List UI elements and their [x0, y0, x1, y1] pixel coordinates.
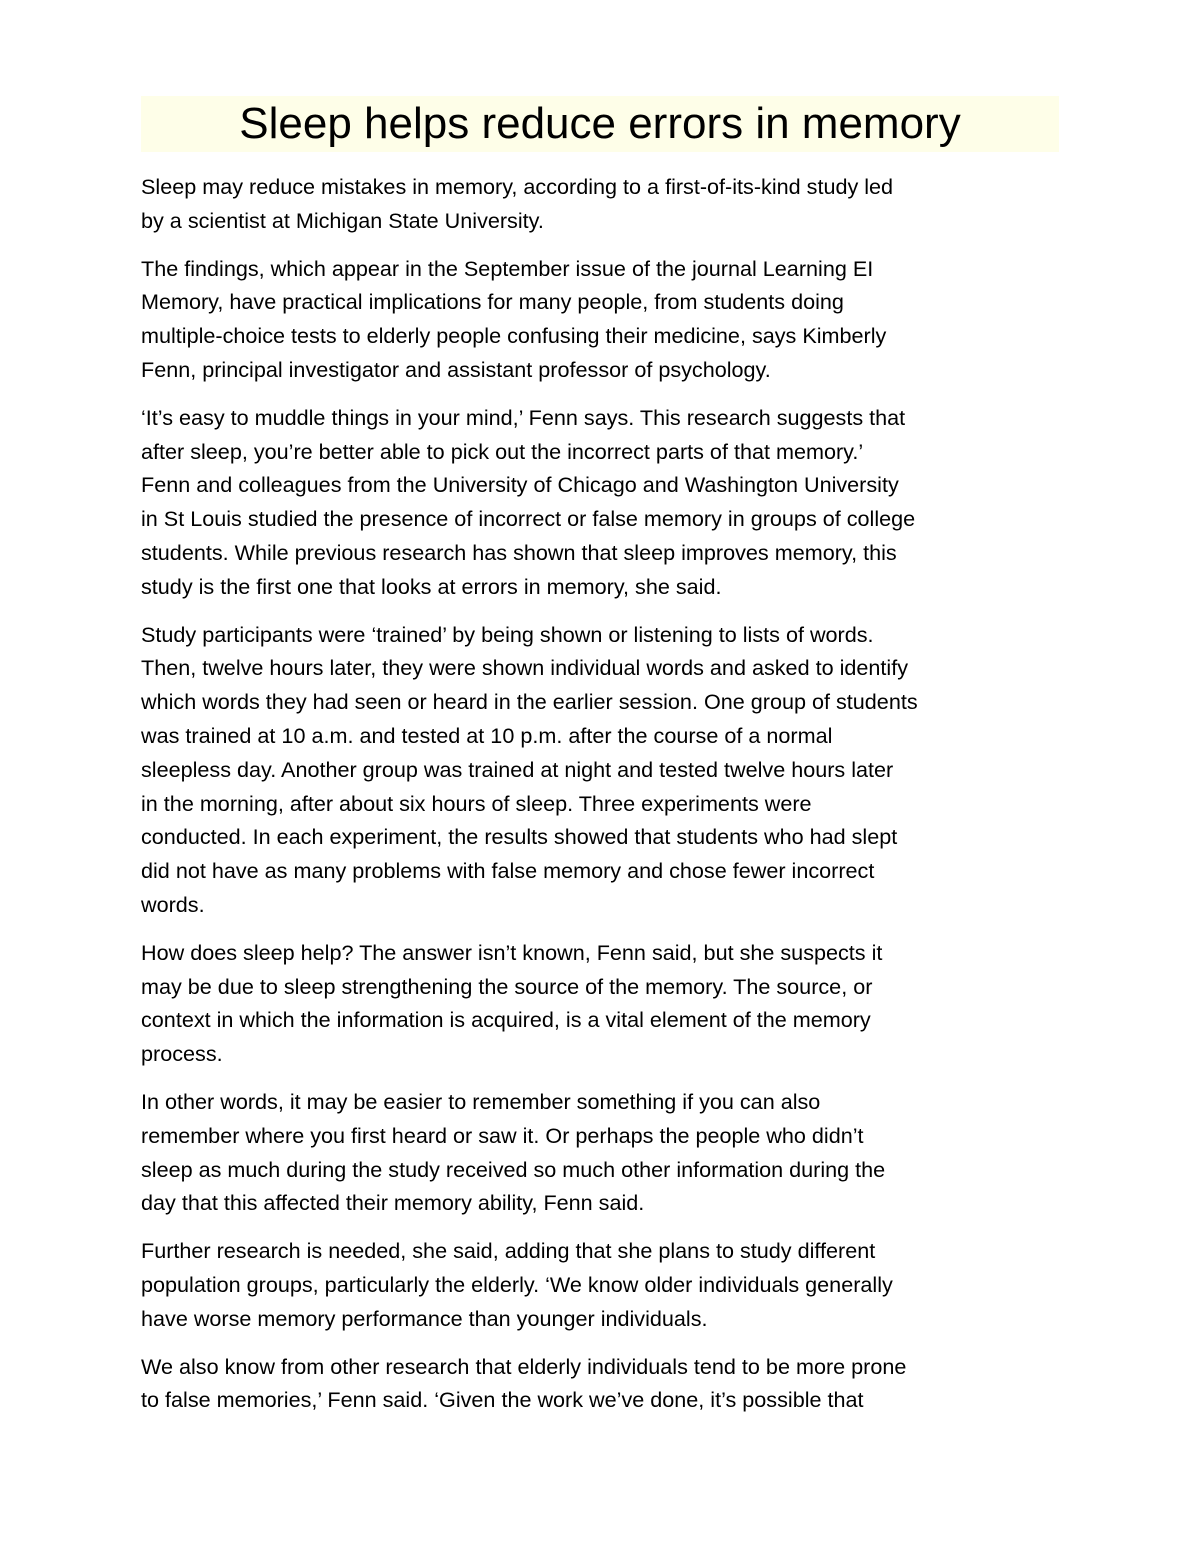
text-line: context in which the information is acquired, is a vital element of the memory — [141, 1007, 871, 1033]
text-line: process. — [141, 1041, 223, 1067]
text-line: Then, twelve hours later, they were shown individual words and asked to identify — [141, 655, 908, 681]
text-line: conducted. In each experiment, the results showed that students who had slept — [141, 824, 898, 850]
text-line: students. While previous research has shown that sleep improves memory, this — [141, 539, 897, 565]
title-banner — [141, 96, 1059, 152]
text-line: ‘It’s easy to muddle things in your mind,’ Fenn says. This research suggests that — [141, 404, 906, 430]
text-line: by a scientist at Michigan State University. — [141, 207, 544, 233]
paragraph-8 — [141, 1350, 1059, 1418]
text-line: was trained at 10 a.m. and tested at 10 p.m. after the course of a normal — [141, 722, 833, 748]
paragraph-3 — [141, 401, 1059, 604]
document-title: Sleep helps reduce errors in memory — [239, 99, 961, 148]
text-line: after sleep, you’re better able to pick out the incorrect parts of that memory.’ — [141, 438, 864, 464]
text-line: remember where you first heard or saw it. Or perhaps the people who didn’t — [141, 1122, 864, 1148]
text-line: population groups, particularly the elderly. ‘We know older individuals generally — [141, 1271, 893, 1297]
text-line: We also know from other research that elderly individuals tend to be more prone — [141, 1353, 907, 1379]
text-line: Study participants were ‘trained’ by being shown or listening to lists of words. — [141, 621, 874, 647]
paragraph-5 — [141, 936, 1059, 1071]
text-line: in the morning, after about six hours of sleep. Three experiments were — [141, 790, 812, 816]
text-line: Fenn, principal investigator and assistant professor of psychology. — [141, 356, 771, 382]
text-line: to false memories,’ Fenn said. ‘Given the work we’ve done, it’s possible that — [141, 1387, 864, 1413]
text-line: The findings, which appear in the September issue of the journal Learning EI — [141, 255, 874, 281]
text-line: in St Louis studied the presence of incorrect or false memory in groups of college — [141, 506, 916, 532]
text-line: day that this affected their memory ability, Fenn said. — [141, 1190, 645, 1216]
paragraph-2 — [141, 252, 1059, 387]
paragraph-1 — [141, 170, 1059, 238]
text-line: sleepless day. Another group was trained at night and tested twelve hours later — [141, 756, 894, 782]
text-line: Further research is needed, she said, adding that she plans to study different — [141, 1238, 876, 1264]
text-line: sleep as much during the study received so much other information during the — [141, 1156, 886, 1182]
text-line: Memory, have practical implications for many people, from students doing — [141, 289, 844, 315]
text-line: have worse memory performance than younger individuals. — [141, 1305, 708, 1331]
paragraph-7 — [141, 1234, 1059, 1335]
text-line: may be due to sleep strengthening the source of the memory. The source, or — [141, 973, 873, 999]
text-line: words. — [141, 891, 205, 917]
paragraph-6 — [141, 1085, 1059, 1220]
text-line: multiple-choice tests to elderly people confusing their medicine, says Kimberly — [141, 323, 887, 349]
text-line: which words they had seen or heard in the earlier session. One group of students — [141, 689, 918, 715]
text-line: Sleep may reduce mistakes in memory, according to a first-of-its-kind study led — [141, 174, 894, 199]
text-line: study is the first one that looks at errors in memory, she said. — [141, 573, 722, 599]
paragraph-4 — [141, 618, 1059, 922]
text-line: In other words, it may be easier to remember something if you can also — [141, 1088, 821, 1114]
text-line: did not have as many problems with false memory and chose fewer incorrect — [141, 858, 875, 884]
text-line: Fenn and colleagues from the University of Chicago and Washington University — [141, 472, 899, 498]
document-page — [141, 96, 1059, 1431]
text-line: How does sleep help? The answer isn’t known, Fenn said, but she suspects it — [141, 939, 883, 965]
